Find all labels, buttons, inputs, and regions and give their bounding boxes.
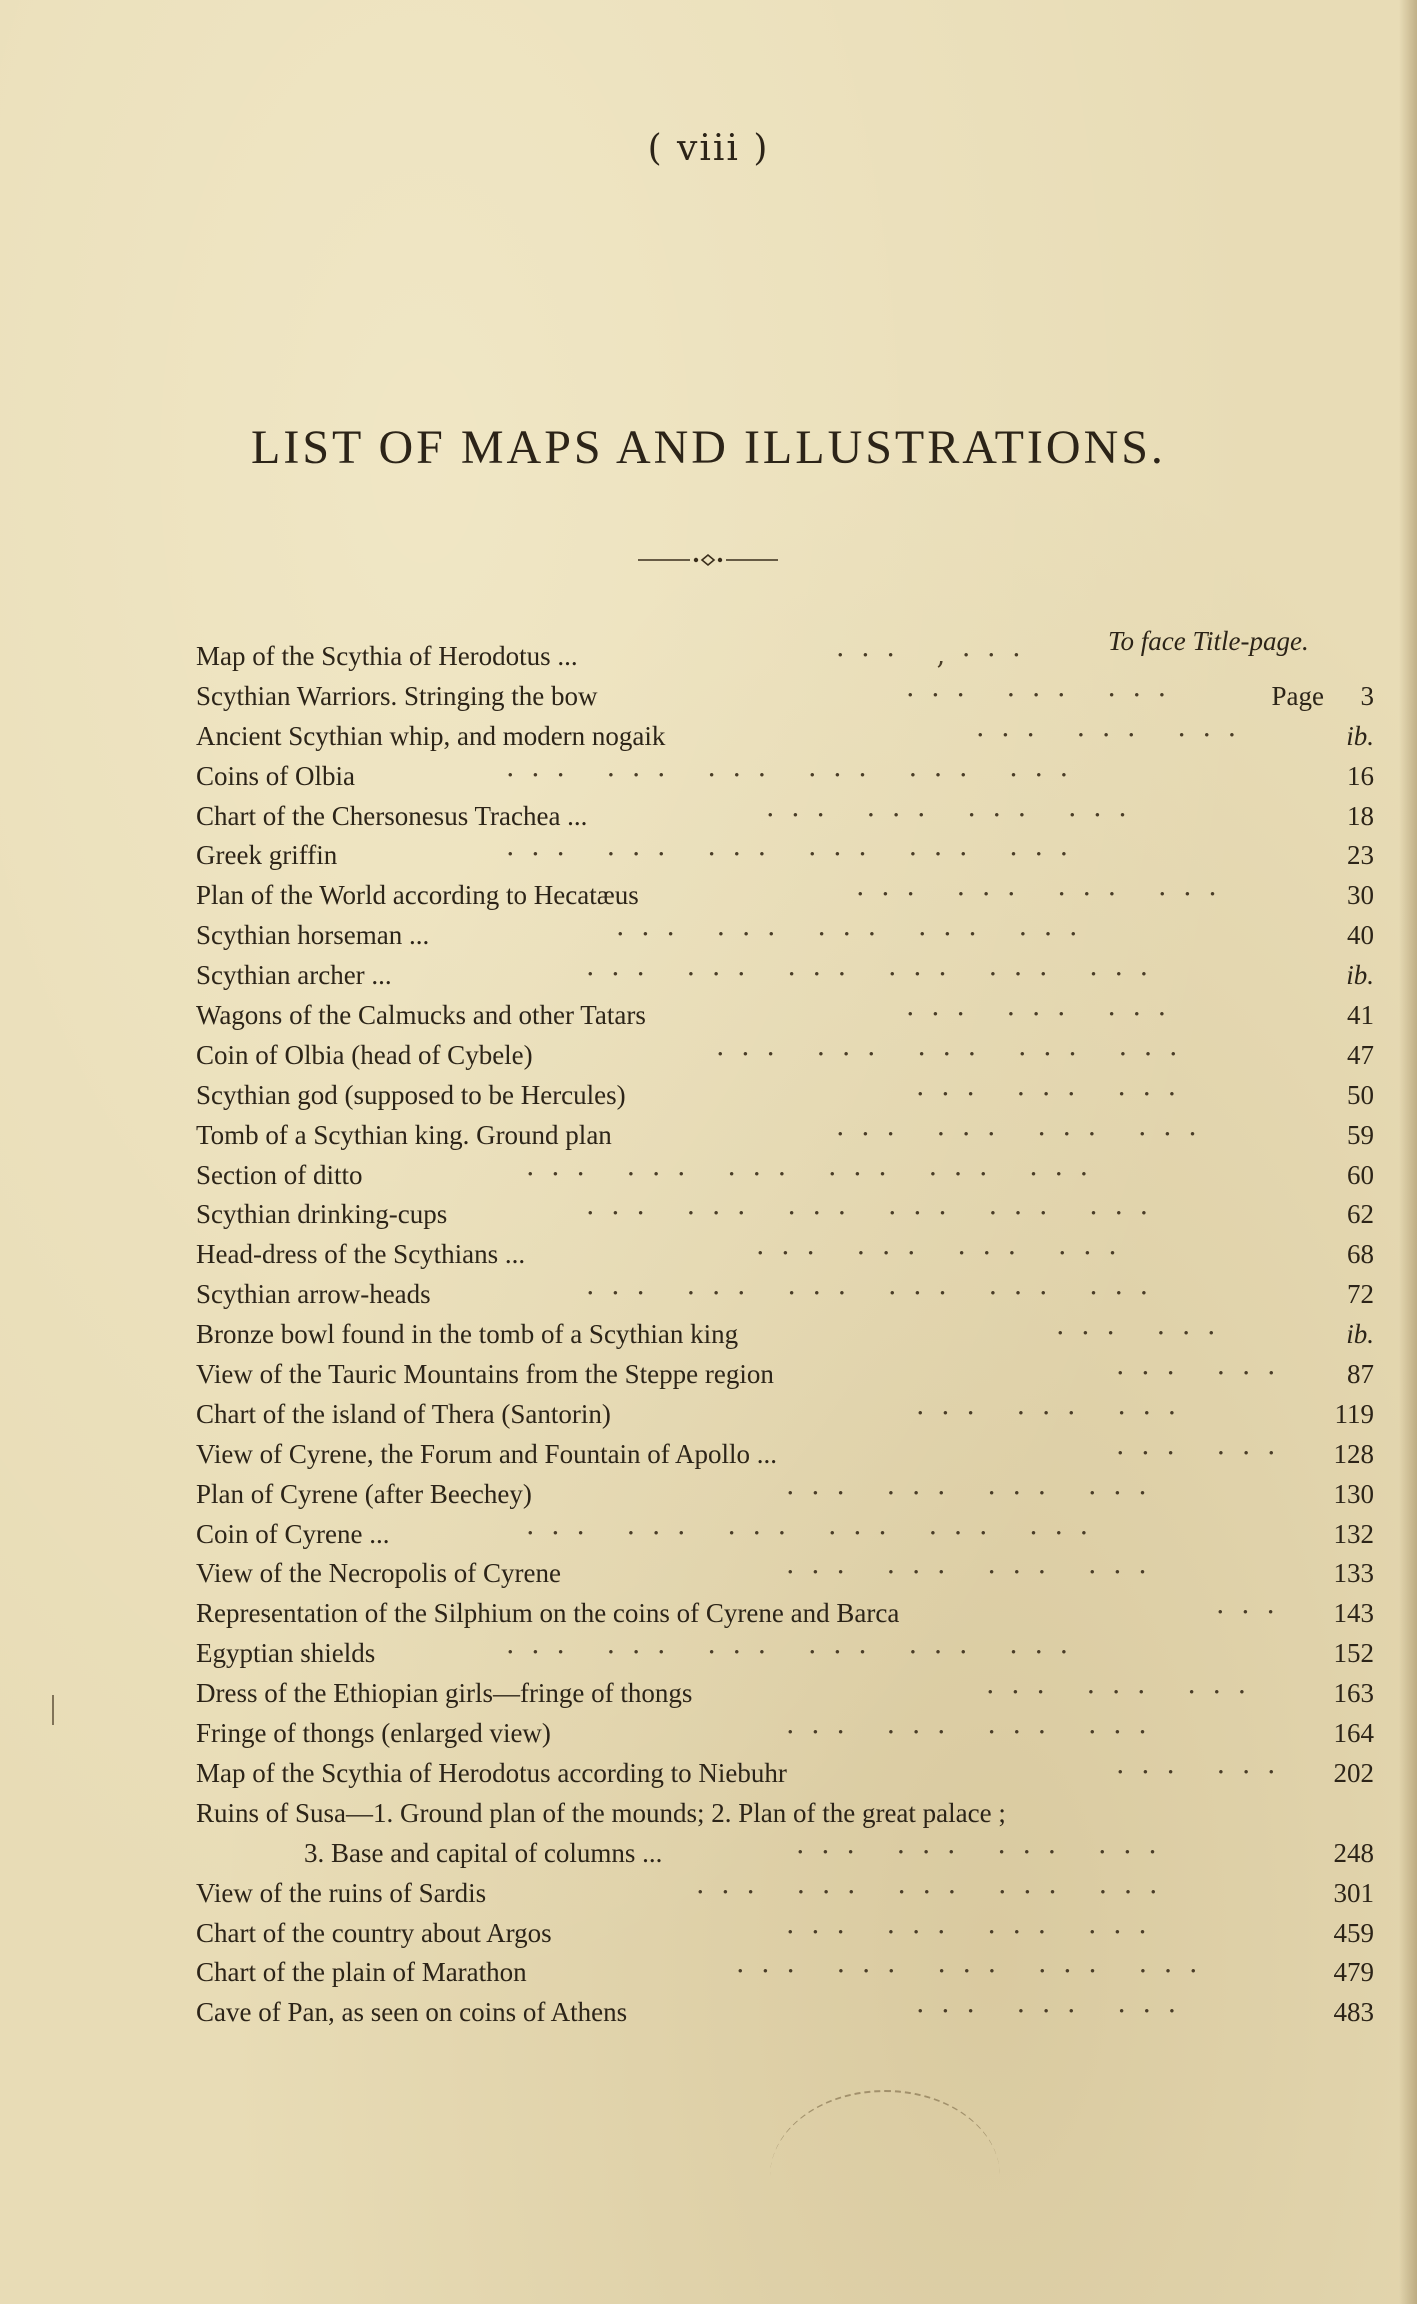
- list-item: [196, 1633, 1386, 1673]
- entry-title: View of the ruins of Sardis: [196, 1877, 487, 1908]
- entry-title: Tomb of a Scythian king. Ground plan: [196, 1119, 612, 1150]
- list-item: [196, 716, 1386, 756]
- entry-title: Chart of the country about Argos: [196, 1917, 552, 1948]
- list-item: [196, 1075, 1386, 1115]
- entry-title: Coins of Olbia: [196, 760, 355, 791]
- leader-dots: · · · · · · · · · · · ·: [786, 1916, 1151, 1948]
- page-number: 68: [1347, 1239, 1374, 1270]
- page-number: 62: [1347, 1199, 1374, 1230]
- entry-title: Section of ditto: [196, 1159, 363, 1190]
- leader-dots: · · · · · · · · · · · ·: [756, 1238, 1121, 1270]
- list-item: [196, 1913, 1386, 1953]
- entry-title: Chart of the Chersonesus Trachea ...: [196, 800, 588, 831]
- leader-dots: · · · · · · · · · · · · · · ·: [696, 1876, 1162, 1908]
- frontispiece-label: To face Title-page.: [1108, 626, 1309, 656]
- leader-dots: · · · · · · · · · · · · · · · · · ·: [506, 1637, 1073, 1669]
- leader-dots: · · · · · · · · · · · · · · · · · ·: [506, 759, 1073, 791]
- entry-title: Coin of Olbia (head of Cybele): [196, 1039, 533, 1070]
- leader-dots: · · · · · · · · ·: [976, 719, 1241, 751]
- page-number: 119: [1334, 1398, 1374, 1429]
- leader-dots: · · · · · · · · · · · ·: [786, 1557, 1151, 1589]
- list-item: [196, 636, 1386, 676]
- entry-title: Scythian drinking-cups: [196, 1199, 448, 1230]
- page-number: 60: [1347, 1159, 1374, 1190]
- leader-dots: · · · · · · · · ·: [916, 1397, 1181, 1429]
- list-item: [196, 915, 1386, 955]
- leader-dots: · · · · · · · · · · · · · · · · · ·: [586, 1278, 1153, 1310]
- page-number: 133: [1333, 1558, 1374, 1589]
- list-item: [196, 1952, 1386, 1992]
- entry-title: 3. Base and capital of columns ...: [304, 1837, 663, 1868]
- list-item: [196, 1753, 1386, 1793]
- leader-dots: · · · · · · · · ·: [916, 1078, 1181, 1110]
- page-number: 459: [1333, 1917, 1374, 1948]
- list-item: [196, 1514, 1386, 1554]
- page-number: 130: [1333, 1478, 1374, 1509]
- entry-title: Coin of Cyrene ...: [196, 1518, 390, 1549]
- list-item: [196, 796, 1386, 836]
- page-number: 16: [1347, 760, 1374, 791]
- entry-title: Head-dress of the Scythians ...: [196, 1239, 526, 1270]
- entry-title: Scythian god (supposed to be Hercules): [196, 1079, 626, 1110]
- list-item: [196, 1035, 1386, 1075]
- leader-dots: · · · · · · · · · · · · · · ·: [716, 1038, 1182, 1070]
- page-number: 18: [1347, 800, 1374, 831]
- leader-dots: · · · · · · · · · · · · · · · · · ·: [586, 959, 1153, 991]
- page-number: 163: [1333, 1678, 1374, 1709]
- entry-title: Ancient Scythian whip, and modern nogaik: [196, 720, 666, 751]
- page-number: 23: [1347, 840, 1374, 871]
- leader-dots: · · · · · · · · · · · ·: [786, 1717, 1151, 1749]
- page-number: 132: [1333, 1518, 1374, 1549]
- page-number: 128: [1333, 1438, 1374, 1469]
- page-number: 301: [1333, 1877, 1374, 1908]
- title-ornament: [638, 550, 778, 570]
- illustrations-list: [196, 636, 1386, 2032]
- entry-title: Ruins of Susa—1. Ground plan of the mounds; 2. Plan of the great palace ;: [196, 1797, 1006, 1828]
- list-item: [196, 1833, 1386, 1873]
- page-number: 143: [1333, 1598, 1374, 1629]
- page-number: 164: [1333, 1718, 1374, 1749]
- list-item: [196, 1115, 1386, 1155]
- page-number: 483: [1333, 1997, 1374, 2028]
- leader-dots: · · · · · · · · · · · ·: [766, 799, 1131, 831]
- list-item: [196, 1354, 1386, 1394]
- list-item: [196, 955, 1386, 995]
- leader-dots: · · · · · · · · · · · · · · · · · ·: [586, 1198, 1153, 1230]
- leader-dots: · · · · · · · · · · · ·: [786, 1477, 1151, 1509]
- leader-dots: · · · · · · · · · · · · · · · · · ·: [526, 1158, 1093, 1190]
- entry-title: Cave of Pan, as seen on coins of Athens: [196, 1997, 628, 2028]
- entry-title: Chart of the island of Thera (Santorin): [196, 1398, 611, 1429]
- list-item: [196, 1553, 1386, 1593]
- entry-title: Egyptian shields: [196, 1638, 376, 1669]
- entry-title: Plan of the World according to Hecatæus: [196, 880, 639, 911]
- leader-dots: · · · · · · · · · · · · · · ·: [616, 919, 1082, 951]
- page-number: 87: [1347, 1359, 1374, 1390]
- leader-dots: · · · · · · · · · · · ·: [836, 1118, 1201, 1150]
- page-number: 72: [1347, 1279, 1374, 1310]
- list-item: [196, 1274, 1386, 1314]
- entry-title: Wagons of the Calmucks and other Tatars: [196, 1000, 646, 1031]
- leader-dots: · · · · · · · · ·: [906, 679, 1171, 711]
- margin-mark: [52, 1695, 54, 1725]
- list-item: [196, 1155, 1386, 1195]
- page-title: LIST OF MAPS AND ILLUSTRATIONS.: [251, 421, 1166, 474]
- leader-dots: · · · · · · · · · · · ·: [796, 1836, 1161, 1868]
- entry-title: View of the Tauric Mountains from the Steppe region: [196, 1359, 774, 1390]
- page-edge-shadow: [1399, 0, 1417, 2304]
- leader-dots: · · · · · ·: [1116, 1756, 1280, 1788]
- list-item: [196, 835, 1386, 875]
- entry-title: Fringe of thongs (enlarged view): [196, 1718, 551, 1749]
- entry-title: View of Cyrene, the Forum and Fountain of Apollo ...: [196, 1438, 778, 1469]
- leader-dots: · · · · · · · · · · · · · · · · · ·: [506, 839, 1073, 871]
- entry-title: Map of the Scythia of Herodotus ...: [196, 641, 578, 671]
- entry-title: Bronze bowl found in the tomb of a Scythian king: [196, 1319, 739, 1350]
- list-item: [196, 1474, 1386, 1514]
- page-number: 50: [1347, 1079, 1374, 1110]
- paper-stain: [770, 2090, 1000, 2262]
- leader-dots: · · · · · · · · · · · · · · · · · ·: [526, 1517, 1093, 1549]
- leader-dots: · · · · · · · · ·: [906, 999, 1171, 1031]
- page-number: 30: [1347, 880, 1374, 911]
- page-number: 3: [1360, 680, 1374, 711]
- entry-title: Dress of the Ethiopian girls—fringe of thongs: [196, 1678, 693, 1709]
- list-item: [196, 1673, 1386, 1713]
- leader-dots: · · · · · · · · · · · ·: [856, 879, 1221, 911]
- page-number: 152: [1333, 1638, 1374, 1669]
- page-prefix: Page: [1271, 680, 1324, 711]
- leader-dots: · · · · · · · · · · · · · · ·: [736, 1956, 1202, 1988]
- entry-title: Greek griffin: [196, 840, 338, 871]
- list-item: [196, 1793, 1386, 1833]
- page-number: 479: [1333, 1957, 1374, 1988]
- page-number-header: ( viii ): [647, 128, 770, 169]
- leader-dots: · · · · · · · · ·: [916, 1996, 1181, 2028]
- list-item: [196, 1194, 1386, 1234]
- page-number: 202: [1333, 1757, 1374, 1788]
- entry-title: Scythian Warriors. Stringing the bow: [196, 680, 598, 711]
- page-number: ib.: [1346, 960, 1374, 991]
- list-item: [196, 1593, 1386, 1633]
- page-number: ib.: [1346, 720, 1374, 751]
- entry-title: Representation of the Silphium on the coins of Cyrene and Barca: [196, 1598, 900, 1629]
- leader-dots: · · · · · ·: [1056, 1318, 1220, 1350]
- leader-dots: · · · , · · ·: [836, 640, 1025, 671]
- page-number: 59: [1347, 1119, 1374, 1150]
- leader-dots: · · · · · · · · ·: [986, 1677, 1251, 1709]
- list-item: [196, 756, 1386, 796]
- list-item: [196, 1713, 1386, 1753]
- entry-title: Map of the Scythia of Herodotus according to Niebuhr: [196, 1757, 787, 1788]
- list-item: [196, 1873, 1386, 1913]
- list-item: [196, 1234, 1386, 1274]
- list-item: [196, 676, 1386, 716]
- entry-title: View of the Necropolis of Cyrene: [196, 1558, 562, 1589]
- entry-title: Plan of Cyrene (after Beechey): [196, 1478, 532, 1509]
- list-item: [196, 1314, 1386, 1354]
- list-item: [196, 1992, 1386, 2032]
- entry-title: Chart of the plain of Marathon: [196, 1957, 527, 1988]
- entry-title: Scythian horseman ...: [196, 920, 430, 951]
- page-number: 41: [1347, 1000, 1374, 1031]
- leader-dots: · · · · · ·: [1116, 1437, 1280, 1469]
- list-item: [196, 995, 1386, 1035]
- entry-title: Scythian archer ...: [196, 960, 392, 991]
- page-number: ib.: [1346, 1319, 1374, 1350]
- entry-title: Scythian arrow-heads: [196, 1279, 431, 1310]
- list-item: [196, 875, 1386, 915]
- page-number: 47: [1347, 1039, 1374, 1070]
- page-number: 40: [1347, 920, 1374, 951]
- list-item: [196, 1394, 1386, 1434]
- leader-dots: · · ·: [1216, 1597, 1279, 1629]
- leader-dots: · · · · · ·: [1116, 1358, 1280, 1390]
- list-item: [196, 1434, 1386, 1474]
- page-number: 248: [1333, 1837, 1374, 1868]
